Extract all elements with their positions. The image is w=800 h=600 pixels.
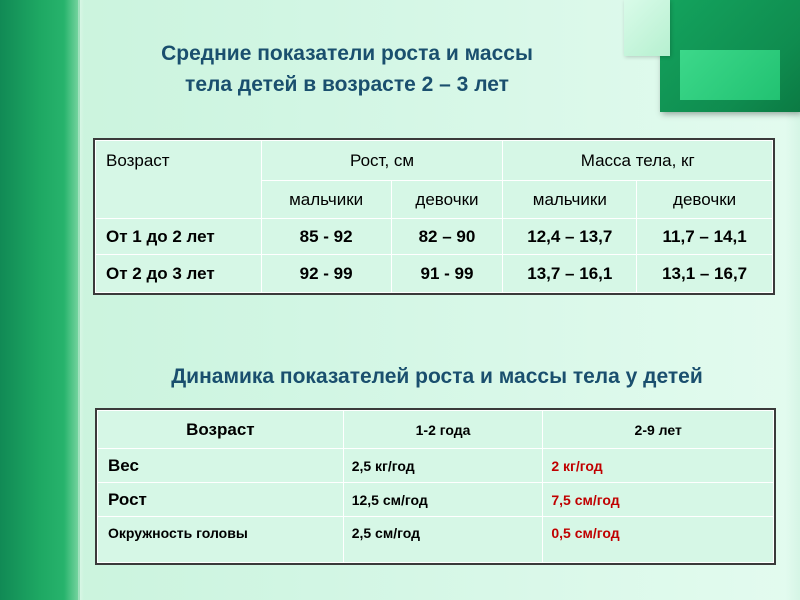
row-label-head-circumference: Окружность головы: [98, 517, 344, 563]
cell-value: 12,5 см/год: [343, 483, 543, 517]
table-row: [96, 219, 773, 255]
table-row: [96, 255, 773, 293]
cell-value: 2,5 см/год: [343, 517, 543, 563]
row-label-height: Рост: [98, 483, 344, 517]
row-age: От 2 до 3 лет: [96, 255, 262, 293]
title-line-1: Средние показатели роста и массы: [161, 42, 533, 65]
header-height-girls: девочки: [391, 181, 503, 219]
page-title: [92, 38, 602, 100]
cell-weight-boys: 12,4 – 13,7: [503, 219, 637, 255]
title-line-2: тела детей в возрасте 2 – 3 лет: [185, 73, 509, 96]
table-header-row: [96, 141, 773, 181]
cell-weight-boys: 13,7 – 16,1: [503, 255, 637, 293]
row-label-weight: Вес: [98, 449, 344, 483]
table-row: [98, 517, 774, 563]
header-period-1: 1-2 года: [343, 411, 543, 449]
cell-value-highlight: 7,5 см/год: [543, 483, 774, 517]
cell-value: 2,5 кг/год: [343, 449, 543, 483]
header-weight-girls: девочки: [637, 181, 773, 219]
growth-weight-table: [95, 140, 773, 293]
decorative-square-mid: [680, 50, 780, 100]
decorative-square-light: [624, 0, 670, 56]
cell-value-highlight: 2 кг/год: [543, 449, 774, 483]
cell-value-highlight: 0,5 см/год: [543, 517, 774, 563]
dynamics-table: [97, 410, 774, 563]
table-row: [98, 449, 774, 483]
cell-height-boys: 85 - 92: [261, 219, 391, 255]
left-decorative-band: [0, 0, 80, 600]
cell-height-girls: 91 - 99: [391, 255, 503, 293]
header-period-2: 2-9 лет: [543, 411, 774, 449]
header-age: Возраст: [98, 411, 344, 449]
cell-weight-girls: 13,1 – 16,7: [637, 255, 773, 293]
table-row: [98, 483, 774, 517]
header-age: Возраст: [96, 141, 262, 219]
header-height-boys: мальчики: [261, 181, 391, 219]
header-weight-boys: мальчики: [503, 181, 637, 219]
table-header-row: [98, 411, 774, 449]
cell-height-boys: 92 - 99: [261, 255, 391, 293]
row-age: От 1 до 2 лет: [96, 219, 262, 255]
left-band-highlight: [78, 0, 84, 600]
cell-height-girls: 82 – 90: [391, 219, 503, 255]
header-height: Рост, см: [261, 141, 503, 181]
section-subtitle: Динамика показателей роста и массы тела у детей: [171, 365, 703, 388]
cell-weight-girls: 11,7 – 14,1: [637, 219, 773, 255]
header-weight: Масса тела, кг: [503, 141, 773, 181]
